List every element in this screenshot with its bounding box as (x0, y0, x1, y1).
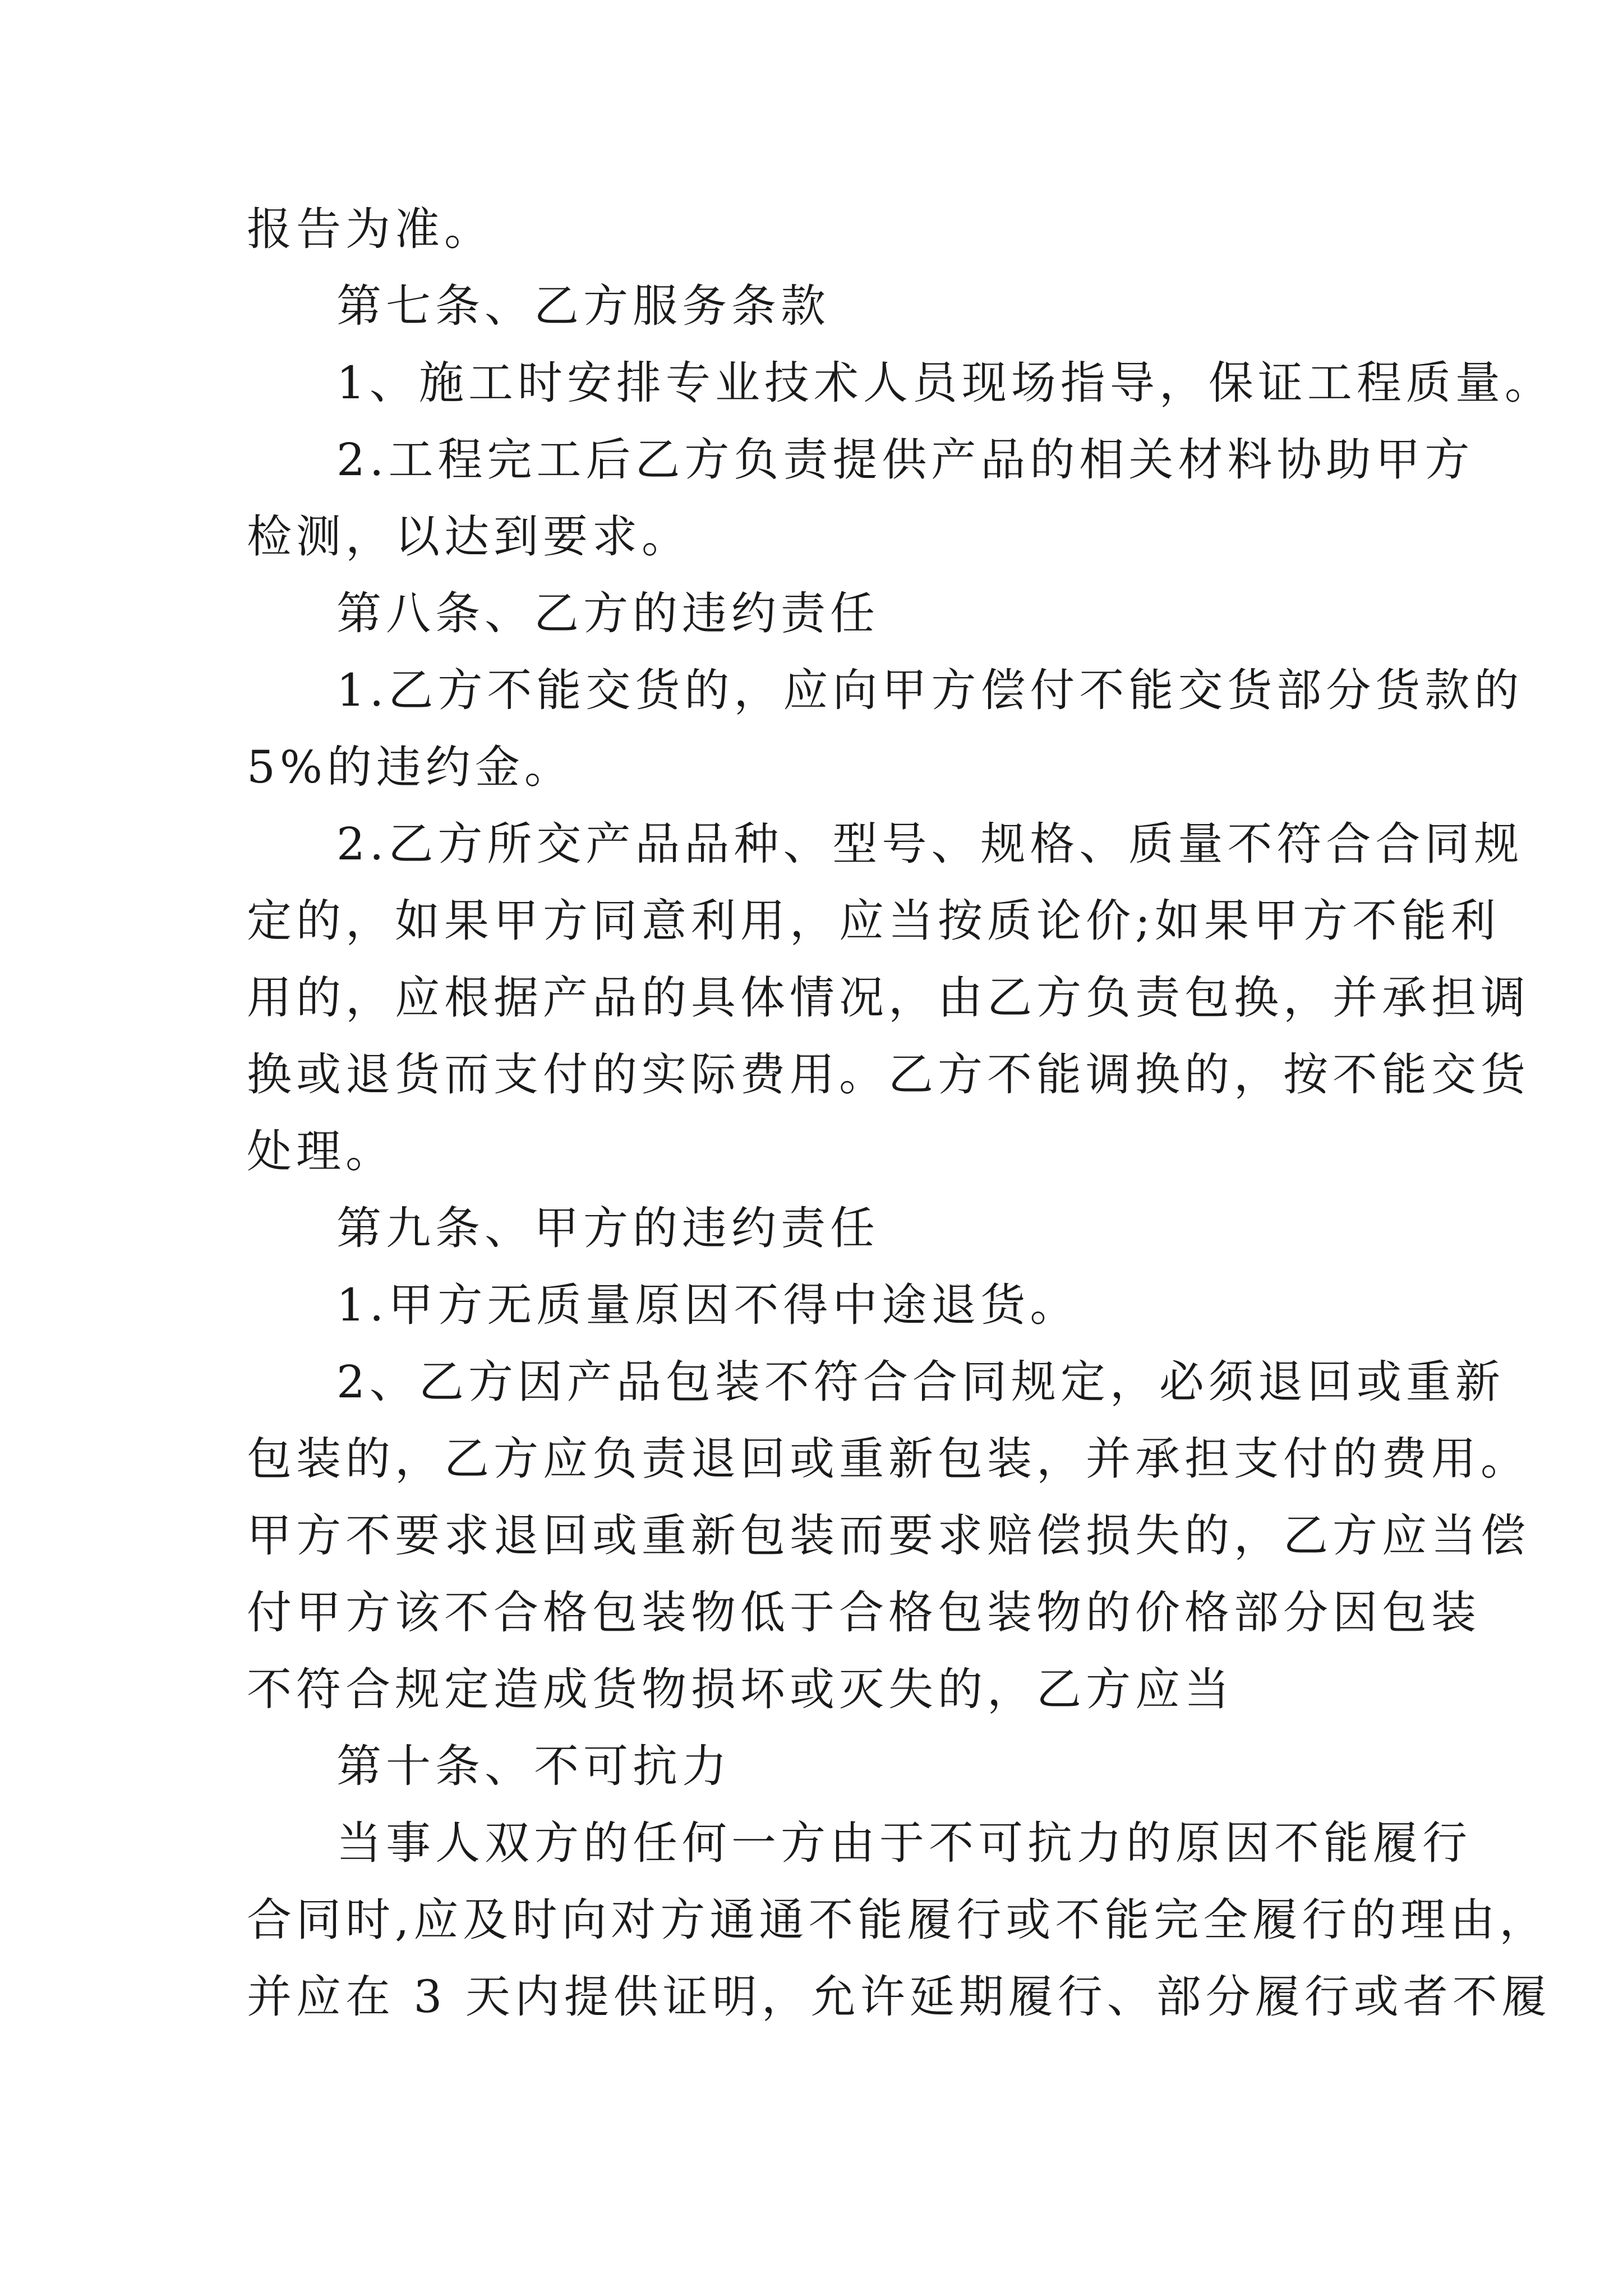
article-10-heading: 第十条、不可抗力 (336, 1740, 731, 1792)
text-line-24: 并应在 3 天内提供证明，允许延期履行、部分履行或者不履 (247, 1971, 1551, 2023)
text-line-5: 检测，以达到要求。 (247, 510, 691, 563)
text-line-4: 2.工程完工后乙方负责提供产品的相关材料协助甲方 (336, 434, 1474, 486)
text-line-10: 定的，如果甲方同意利用，应当按质论价;如果甲方不能利 (247, 895, 1500, 947)
text-line-19: 付甲方该不合格包装物低于合格包装物的价格部分因包装 (247, 1586, 1481, 1639)
text-line-8: 5%的违约金。 (247, 741, 574, 793)
text-line-22: 当事人双方的任何一方由于不可抗力的原因不能履行 (336, 1817, 1472, 1869)
text-line-17: 包装的，乙方应负责退回或重新包装，并承担支付的费用。 (247, 1433, 1530, 1485)
text-line-1: 报告为准。 (247, 203, 494, 255)
text-line-7: 1.乙方不能交货的，应向甲方偿付不能交货部分货款的 (336, 664, 1524, 716)
text-line-20: 不符合规定造成货物损坏或灭失的，乙方应当 (247, 1663, 1234, 1715)
text-line-15: 1.甲方无质量原因不得中途退货。 (336, 1279, 1080, 1331)
text-line-12: 换或退货而支付的实际费用。乙方不能调换的，按不能交货 (247, 1048, 1530, 1101)
article-7-heading: 第七条、乙方服务条款 (336, 280, 830, 332)
text-line-23: 合同时,应及时向对方通通不能履行或不能完全履行的理由， (247, 1894, 1549, 1946)
text-line-9: 2.乙方所交产品品种、型号、规格、质量不符合合同规 (336, 818, 1524, 870)
text-line-16: 2、乙方因产品包装不符合合同规定，必须退回或重新 (336, 1356, 1505, 1408)
article-9-heading: 第九条、甲方的违约责任 (336, 1202, 879, 1254)
text-line-18: 甲方不要求退回或重新包装而要求赔偿损失的，乙方应当偿 (247, 1510, 1530, 1562)
text-line-3: 1、施工时安排专业技术人员现场指导，保证工程质量。 (336, 357, 1554, 409)
text-line-13: 处理。 (247, 1125, 395, 1177)
document-body (247, 191, 1554, 2035)
text-line-11: 用的，应根据产品的具体情况，由乙方负责包换，并承担调 (247, 972, 1530, 1024)
article-8-heading: 第八条、乙方的违约责任 (336, 587, 879, 639)
